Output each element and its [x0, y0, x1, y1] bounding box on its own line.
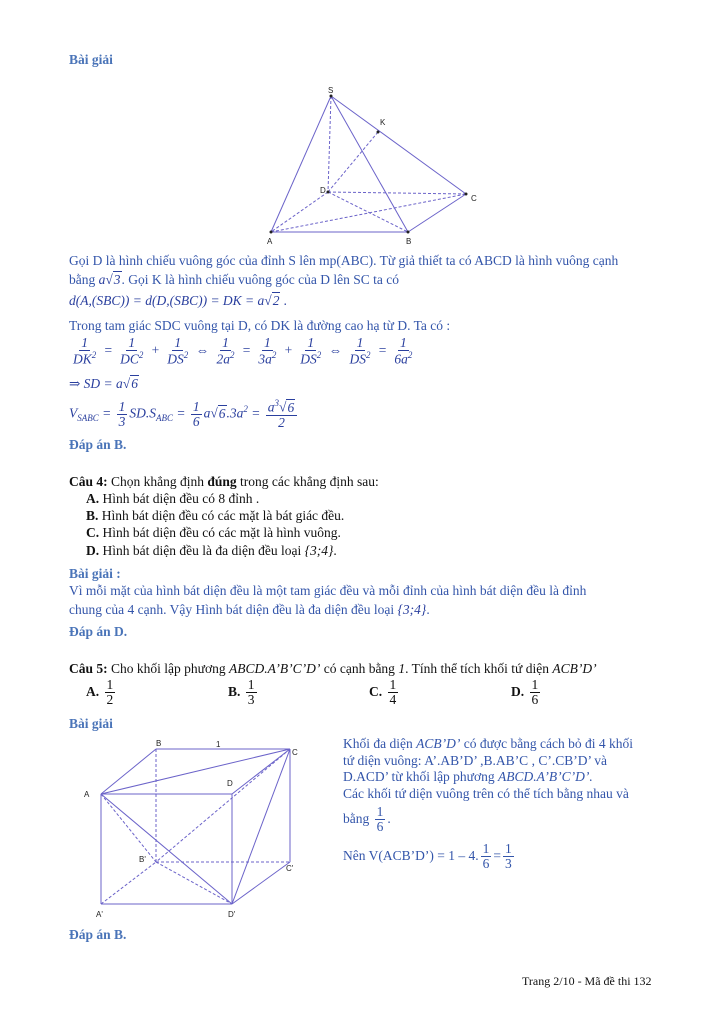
pyramid-figure [260, 86, 490, 248]
q4-option-c[interactable]: C. Hình bát diện đều có các mặt là hình vuông. [86, 525, 341, 540]
edge-D1C1 [232, 862, 290, 904]
edge-SA [271, 96, 331, 232]
sol3-formula-2: ⇒ SD = a√6 [69, 376, 138, 391]
label-B1: B' [139, 855, 146, 864]
sol3-line2: bằng a√3. Gọi K là hình chiếu vuông góc của D lên SC ta có [69, 272, 399, 287]
q4-solution-line1: Vì mỗi mặt của hình bát diện đều là một tam giác đều và mỗi đỉnh của hình bát diện đều là đỉnh [69, 583, 587, 598]
q5-answer: Đáp án B. [69, 927, 127, 942]
label-C: C [471, 194, 477, 203]
label-K: K [380, 118, 386, 127]
q5-option-b[interactable]: B. $\frac{1}{3}$ [228, 677, 255, 708]
q5-option-d[interactable]: D. $\frac{1}{6}$ [511, 677, 539, 708]
sol3-distance-eq: d(A,(SBC)) = d(D,(SBC)) = DK = a√2 . [69, 293, 288, 308]
q5-sol-line4: Các khối tứ diện vuông trên có thể tích bằng nhau và [343, 786, 629, 801]
sol3-line4: Trong tam giác SDC vuông tại D, có DK là đường cao hạ từ D. Ta có : [69, 318, 451, 333]
q4-stem: Câu 4: Chọn khẳng định đúng trong các khẳng định sau: [69, 474, 379, 489]
sol3-line1: Gọi D là hình chiếu vuông góc của đỉnh S lên mp(ABC). Từ giả thiết ta có ABCD là hình vuông cạnh [69, 253, 619, 268]
label-A: A [84, 790, 90, 799]
q5-stem: Câu 5: Cho khối lập phương ABCD.A’B’C’D’ có cạnh bằng 1. Tính thể tích khối tứ diện ACB’D’ [69, 661, 597, 676]
diag-B1D1 [156, 862, 232, 904]
label-A: A [267, 237, 273, 246]
cube-figure [80, 737, 306, 919]
q4-solution-heading: Bài giải : [69, 566, 121, 581]
label-D1: D' [228, 910, 236, 919]
solution-heading: Bài giải [69, 52, 113, 67]
sol3-formula-1: $\frac{1}{DK^2}$ = $\frac{1}{DC^2}$ + $\frac{1}{DS^2}$ ⇔ $\frac{1}{2a^2}$ = $\frac{1}{3a^2}$ + $\frac{1}{DS^2}$ ⇔ $\frac{1}{DS^2}$ = $\frac{1}{6a^2}$ [73, 335, 413, 367]
label-edge: 1 [216, 740, 221, 749]
label-B: B [156, 739, 162, 748]
edge-DK [328, 132, 378, 192]
label-A1: A' [96, 910, 103, 919]
edge-DB [328, 192, 408, 232]
label-C: C [292, 748, 298, 757]
q5-option-c[interactable]: C. $\frac{1}{4}$ [369, 677, 397, 708]
edge-SC [331, 96, 466, 194]
label-D: D [320, 186, 326, 195]
edge-DC [328, 192, 466, 194]
sol3-formula-3: $V_{SABC}$ = $\frac{1}{3}$ $SD.S_{ABC}$ = $\frac{1}{6}$ $a√6.3a^2$ = $\frac{a^3√6}{2}$ [69, 399, 299, 430]
diag-AB1 [101, 794, 156, 862]
q5-sol-line1: Khối đa diện ACB’D’ có được bằng cách bỏ đi 4 khối [343, 736, 634, 751]
page-footer: Trang 2/10 - Mã đề thi 132 [522, 974, 652, 988]
diag-AD1 [101, 794, 232, 904]
diag-CD1 [232, 749, 290, 904]
label-D: D [227, 779, 233, 788]
edge-A1B1 [101, 862, 156, 904]
q5-option-a[interactable]: A. $\frac{1}{2}$ [86, 677, 114, 708]
q4-solution-line2: chung của 4 cạnh. Vậy Hình bát diện đều là đa diện đều loại {3;4}. [69, 602, 430, 617]
q4-answer: Đáp án D. [69, 624, 128, 639]
label-C1: C' [286, 864, 294, 873]
q5-sol-line2: tứ diện vuông: A’.AB’D’ ,B.AB’C , C’.CB’D’ và [343, 753, 608, 768]
q5-solution-heading: Bài giải [69, 716, 113, 731]
label-B: B [406, 237, 412, 246]
edge-SB [331, 96, 408, 232]
q4-option-b[interactable]: B. Hình bát diện đều có các mặt là bát giác đều. [86, 508, 345, 523]
edge-BC [408, 194, 466, 232]
label-S: S [328, 86, 334, 95]
q5-sol-line5: bằng $\frac{1}{6}$ . [343, 804, 391, 835]
q4-option-d[interactable]: D. Hình bát diện đều là đa diện đều loại {3;4}. [86, 543, 337, 558]
edge-SD [328, 96, 331, 192]
q5-sol-line3: D.ACD’ từ khối lập phương ABCD.A’B’C’D’. [343, 769, 593, 784]
diag-CB1 [156, 749, 290, 862]
sol3-answer: Đáp án B. [69, 437, 127, 452]
q4-option-a[interactable]: A. Hình bát diện đều có 8 đỉnh . [86, 491, 260, 506]
q5-sol-line6: Nên V(ACB’D’) = 1 – 4. $\frac{1}{6}$ = $\frac{1}{3}$ [343, 841, 512, 872]
